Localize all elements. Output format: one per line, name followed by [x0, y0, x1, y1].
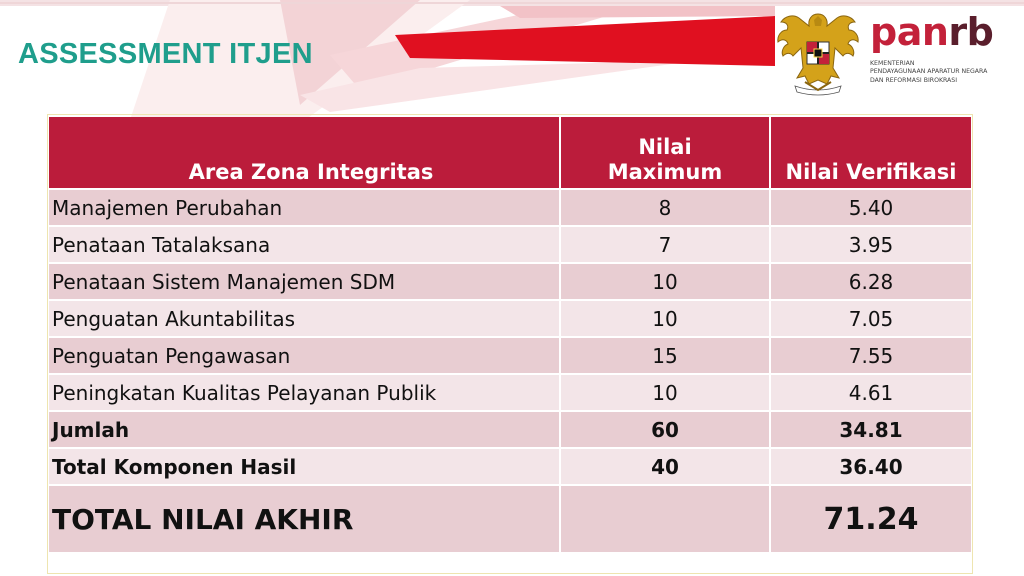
verifikasi-cell: 7.05: [770, 300, 971, 337]
wordmark-pan: pan: [870, 10, 949, 54]
total-akhir-max: [560, 485, 770, 553]
panrb-wordmark: [870, 12, 1020, 52]
table-row: [49, 226, 971, 263]
total-akhir-verifikasi: 71.24: [770, 485, 971, 553]
max-cell: 10: [560, 374, 770, 411]
verifikasi-cell: 4.61: [770, 374, 971, 411]
max-cell: 15: [560, 337, 770, 374]
assessment-table: [49, 117, 971, 554]
header-nilai-verifikasi: Nilai Verifikasi: [770, 117, 971, 189]
jumlah-max: 60: [560, 411, 770, 448]
header-area-zona-integritas: Area Zona Integritas: [49, 117, 560, 189]
komponen-hasil-verifikasi: 36.40: [770, 448, 971, 485]
komponen-hasil-row: [49, 448, 971, 485]
komponen-hasil-max: 40: [560, 448, 770, 485]
area-cell: Manajemen Perubahan: [49, 189, 560, 226]
table-row: [49, 300, 971, 337]
max-cell: 8: [560, 189, 770, 226]
slide-title: ASSESSMENT ITJEN: [18, 38, 313, 70]
jumlah-verifikasi: 34.81: [770, 411, 971, 448]
area-cell: Penataan Tatalaksana: [49, 226, 560, 263]
table-row: [49, 189, 971, 226]
ministry-line-3: DAN REFORMASI BIROKRASI: [870, 76, 958, 84]
max-cell: 7: [560, 226, 770, 263]
ministry-line-1: KEMENTERIAN: [870, 60, 915, 67]
ministry-line-2: PENDAYAGUNAAN APARATUR NEGARA: [870, 68, 988, 76]
total-nilai-akhir-row: [49, 485, 971, 553]
max-cell: 10: [560, 300, 770, 337]
area-cell: Penguatan Pengawasan: [49, 337, 560, 374]
table-row: [49, 337, 971, 374]
verifikasi-cell: 5.40: [770, 189, 971, 226]
area-cell: Peningkatan Kualitas Pelayanan Publik: [49, 374, 560, 411]
area-cell: Penguatan Akuntabilitas: [49, 300, 560, 337]
header-nilai-maximum: Nilai Maximum: [560, 117, 770, 189]
max-cell: 10: [560, 263, 770, 300]
garuda-pancasila-emblem: [775, 8, 861, 96]
jumlah-label: Jumlah: [49, 411, 560, 448]
wordmark-rb: rb: [948, 10, 994, 54]
verifikasi-cell: 3.95: [770, 226, 971, 263]
ministry-name: [870, 60, 1020, 85]
panrb-logo: [870, 12, 1020, 85]
verifikasi-cell: 6.28: [770, 263, 971, 300]
komponen-hasil-label: Total Komponen Hasil: [49, 448, 560, 485]
jumlah-row: [49, 411, 971, 448]
verifikasi-cell: 7.55: [770, 337, 971, 374]
table-header-row: [49, 117, 971, 189]
table-row: [49, 374, 971, 411]
table-row: [49, 263, 971, 300]
total-akhir-label: TOTAL NILAI AKHIR: [49, 485, 560, 553]
area-cell: Penataan Sistem Manajemen SDM: [49, 263, 560, 300]
